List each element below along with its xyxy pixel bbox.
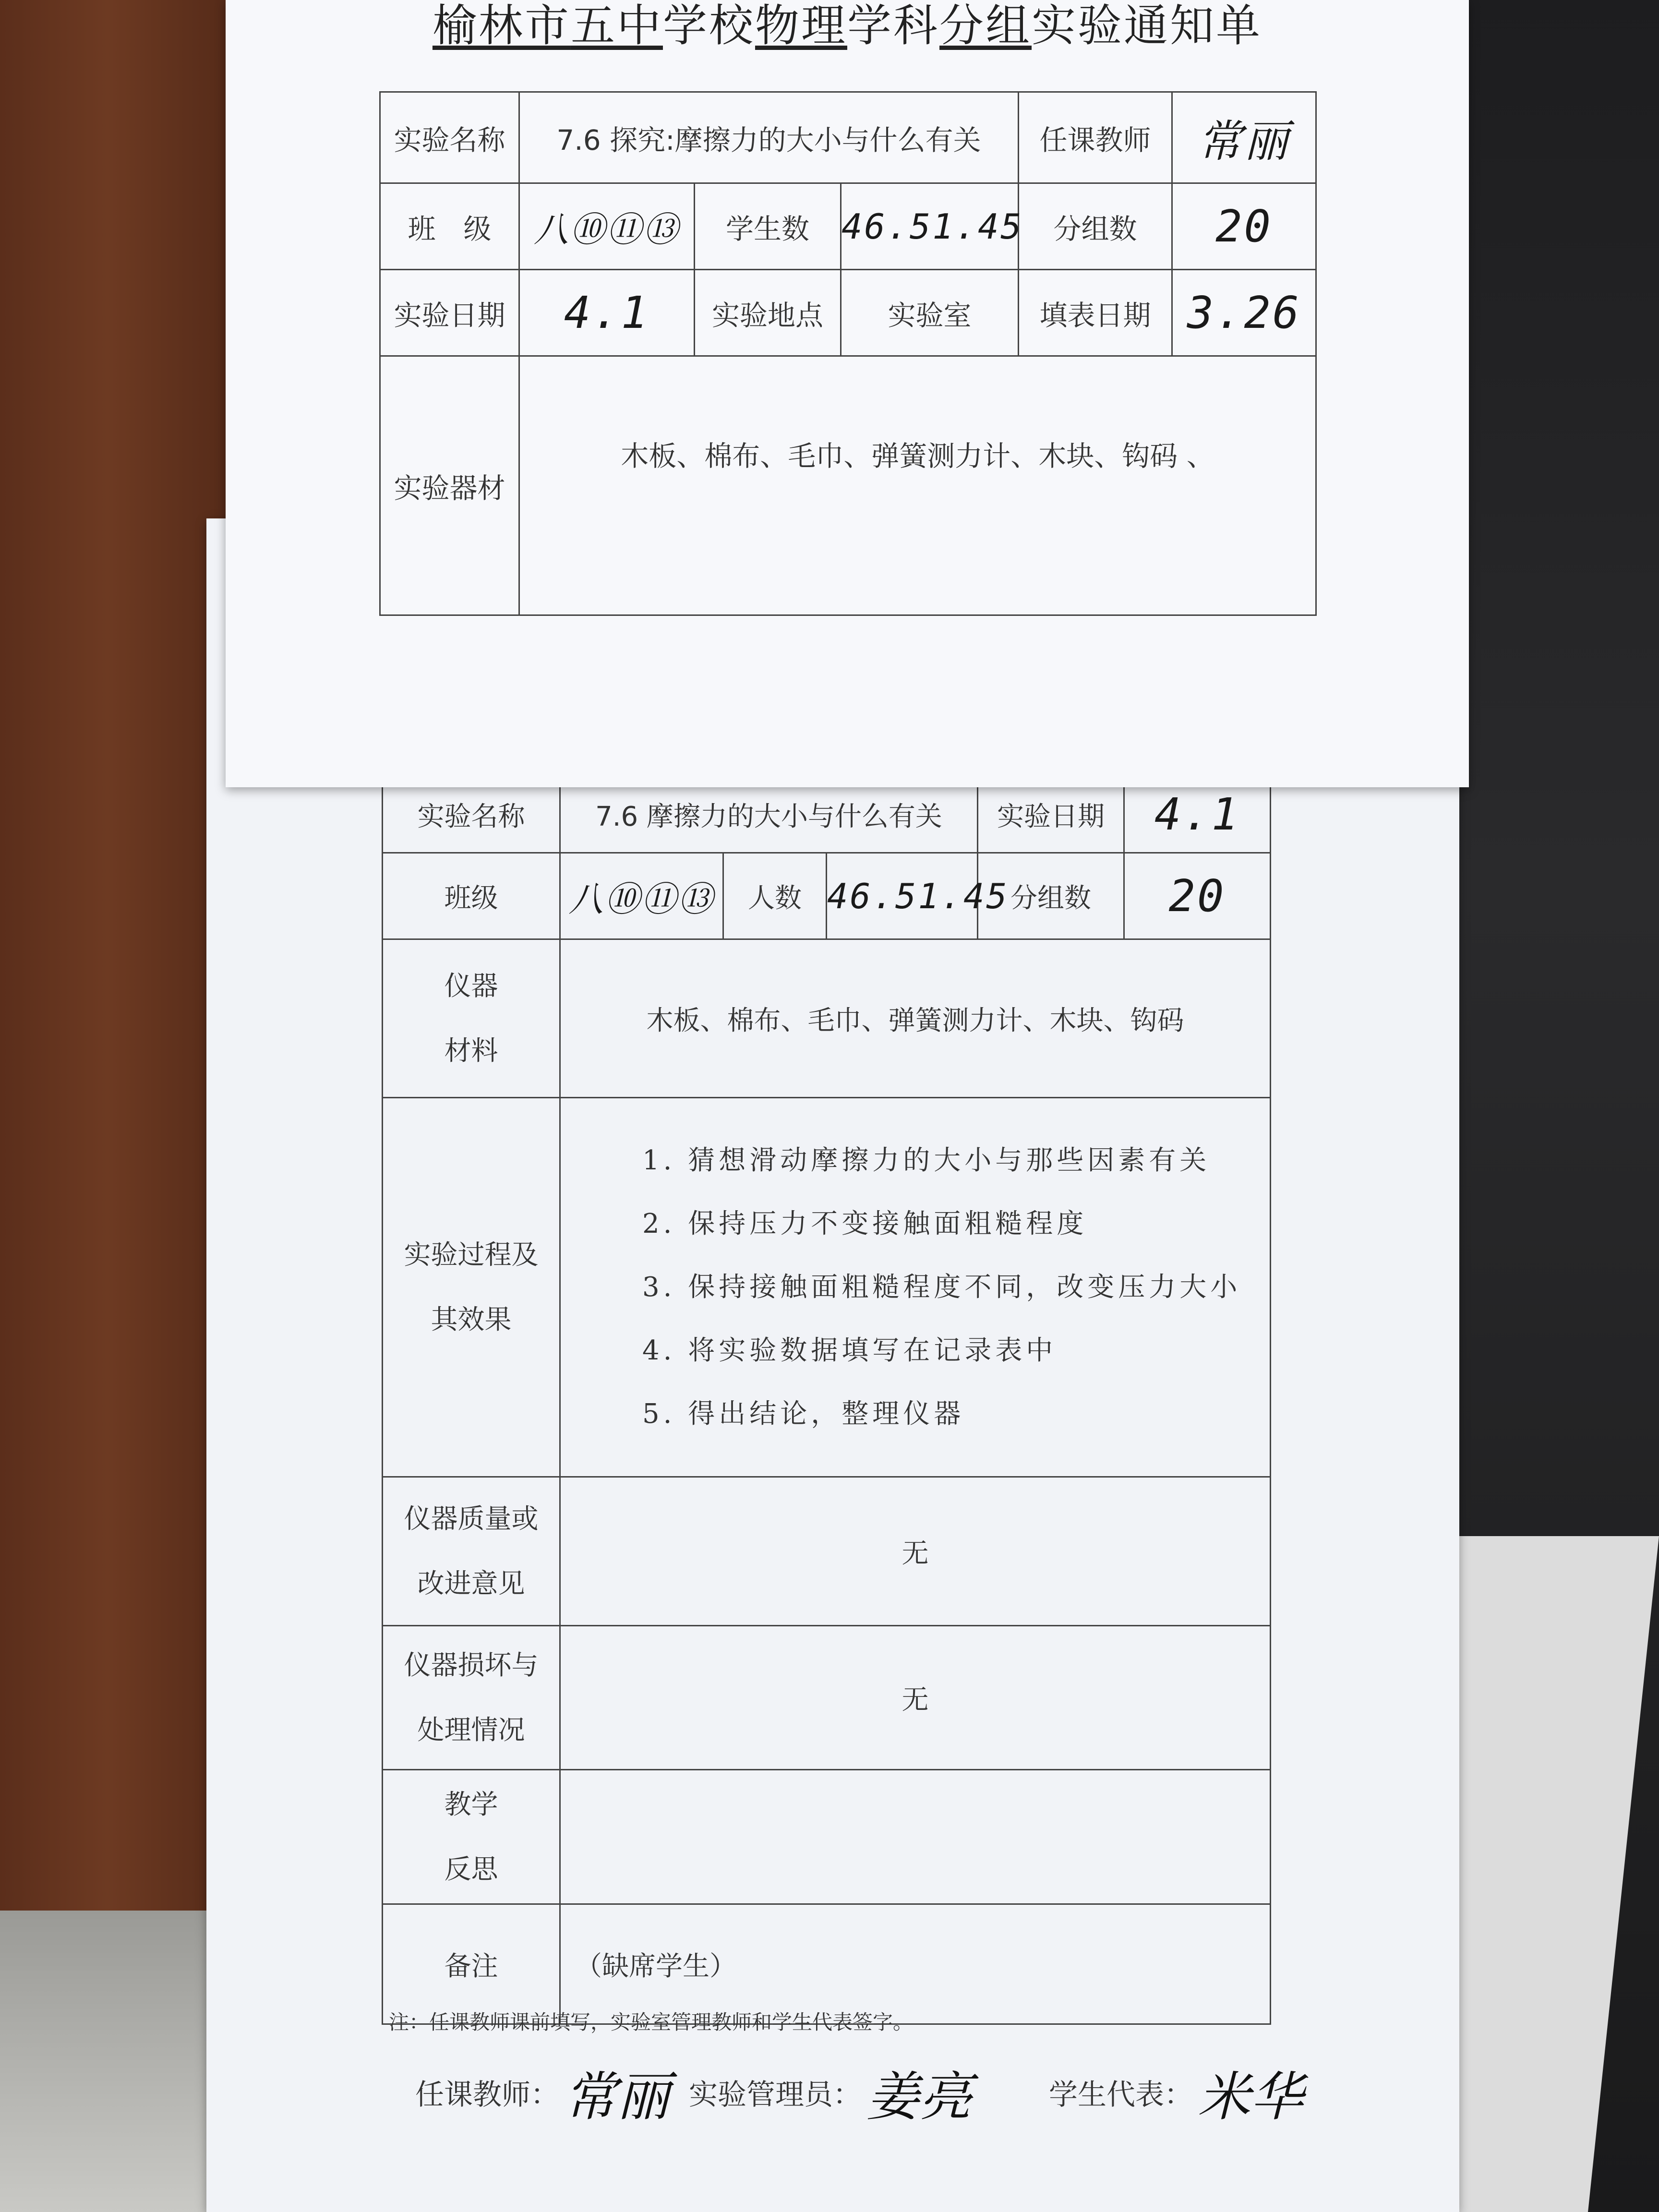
value-exp-date: 4.1 <box>519 270 695 356</box>
step-item: 1. 猜想滑动摩擦力的大小与那些因素有关 <box>642 1144 1211 1176</box>
label-process-line2: 其效果 <box>431 1304 512 1335</box>
step-item: 2. 保持压力不变接触面粗糙程度 <box>642 1208 1088 1239</box>
label-teacher: 任课教师 <box>1019 92 1172 183</box>
admin-sign-label: 实验管理员： <box>689 2078 862 2112</box>
label-instruments-line1: 仪器 <box>444 970 498 1002</box>
student-sign-label: 学生代表： <box>1049 2078 1193 2112</box>
label-class: 班 级 <box>380 183 519 270</box>
step-item: 3. 保持接触面粗糙程度不同，改变压力大小 <box>642 1271 1241 1303</box>
value-fill-date: 3.26 <box>1172 270 1316 356</box>
label-class: 班级 <box>383 853 560 939</box>
label-damage-line1: 仪器损坏与 <box>404 1649 539 1681</box>
value-groups: 20 <box>1124 853 1271 939</box>
value-exp-date: 4.1 <box>1124 776 1271 853</box>
admin-signature: 姜亮 <box>866 2066 972 2128</box>
step-item: 4. 将实验数据填写在记录表中 <box>642 1334 1057 1366</box>
label-damage-line2: 处理情况 <box>417 1714 525 1746</box>
record-table <box>382 775 1271 2025</box>
teacher-sign-label: 任课教师： <box>415 2078 559 2112</box>
value-location: 实验室 <box>841 270 1019 356</box>
value-groups: 20 <box>1172 183 1316 270</box>
label-exp-date: 实验日期 <box>978 776 1124 853</box>
teacher-signature: 常丽 <box>564 2066 670 2128</box>
label-reflection-line2: 反思 <box>444 1853 498 1885</box>
label-reflection-line1: 教学 <box>444 1789 498 1820</box>
title-city: 榆林市 <box>432 0 571 51</box>
value-instruments: 木板、棉布、毛巾、弹簧测力计、木块、钩码 <box>560 939 1271 1098</box>
value-class: 八⑩⑪⑬ <box>560 853 723 939</box>
label-quality-line1: 仪器质量或 <box>404 1503 539 1535</box>
signature-row <box>415 2055 1471 2130</box>
value-class: 八⑩⑪⑬ <box>519 183 695 270</box>
title-school-word: 学校 <box>662 0 755 51</box>
label-groups: 分组数 <box>1019 183 1172 270</box>
label-experiment-name: 实验名称 <box>380 92 519 183</box>
value-damage: 无 <box>560 1626 1271 1770</box>
label-groups: 分组数 <box>978 853 1124 939</box>
label-quality <box>383 1477 560 1626</box>
label-location: 实验地点 <box>695 270 841 356</box>
label-process <box>383 1098 560 1477</box>
label-damage <box>383 1626 560 1770</box>
floor-corner <box>0 1911 230 2212</box>
title-school: 五中 <box>570 0 663 51</box>
student-signature: 米华 <box>1198 2066 1303 2128</box>
label-students: 学生数 <box>695 183 841 270</box>
label-process-line1: 实验过程及 <box>404 1239 539 1271</box>
notice-title <box>226 0 1469 54</box>
label-count: 人数 <box>723 853 827 939</box>
label-reflection <box>383 1770 560 1904</box>
step-item: 5. 得出结论，整理仪器 <box>642 1398 965 1430</box>
value-count: 46.51.45 <box>827 853 978 939</box>
notice-table <box>379 91 1317 616</box>
title-subject: 物理 <box>755 0 847 51</box>
label-instruments <box>383 939 560 1098</box>
value-quality: 无 <box>560 1477 1271 1626</box>
label-exp-date: 实验日期 <box>380 270 519 356</box>
label-remark: 备注 <box>383 1904 560 2024</box>
value-teacher: 常丽 <box>1172 92 1316 183</box>
value-experiment-name: 7.6 探究:摩擦力的大小与什么有关 <box>519 92 1019 183</box>
value-experiment-name: 7.6 摩擦力的大小与什么有关 <box>560 776 978 853</box>
form-note: 注：任课教师课前填写，实验室管理教师和学生代表签字。 <box>389 2010 914 2034</box>
label-equipment: 实验器材 <box>380 356 519 615</box>
label-instruments-line2: 材料 <box>444 1035 498 1067</box>
label-quality-line2: 改进意见 <box>417 1568 525 1599</box>
title-subject-word: 学科 <box>847 0 940 51</box>
experiment-notice-sheet <box>226 0 1469 787</box>
title-group: 分组 <box>939 0 1032 51</box>
label-experiment-name: 实验名称 <box>383 776 560 853</box>
steps-list <box>561 1129 1270 1446</box>
value-reflection <box>560 1770 1271 1904</box>
value-remark: （缺席学生） <box>560 1904 1271 2024</box>
value-process <box>560 1098 1271 1477</box>
title-suffix: 实验通知单 <box>1032 0 1262 51</box>
label-fill-date: 填表日期 <box>1019 270 1172 356</box>
value-students: 46.51.45 <box>841 183 1019 270</box>
value-equipment: 木板、棉布、毛巾、弹簧测力计、木块、钩码 、 <box>519 356 1316 615</box>
